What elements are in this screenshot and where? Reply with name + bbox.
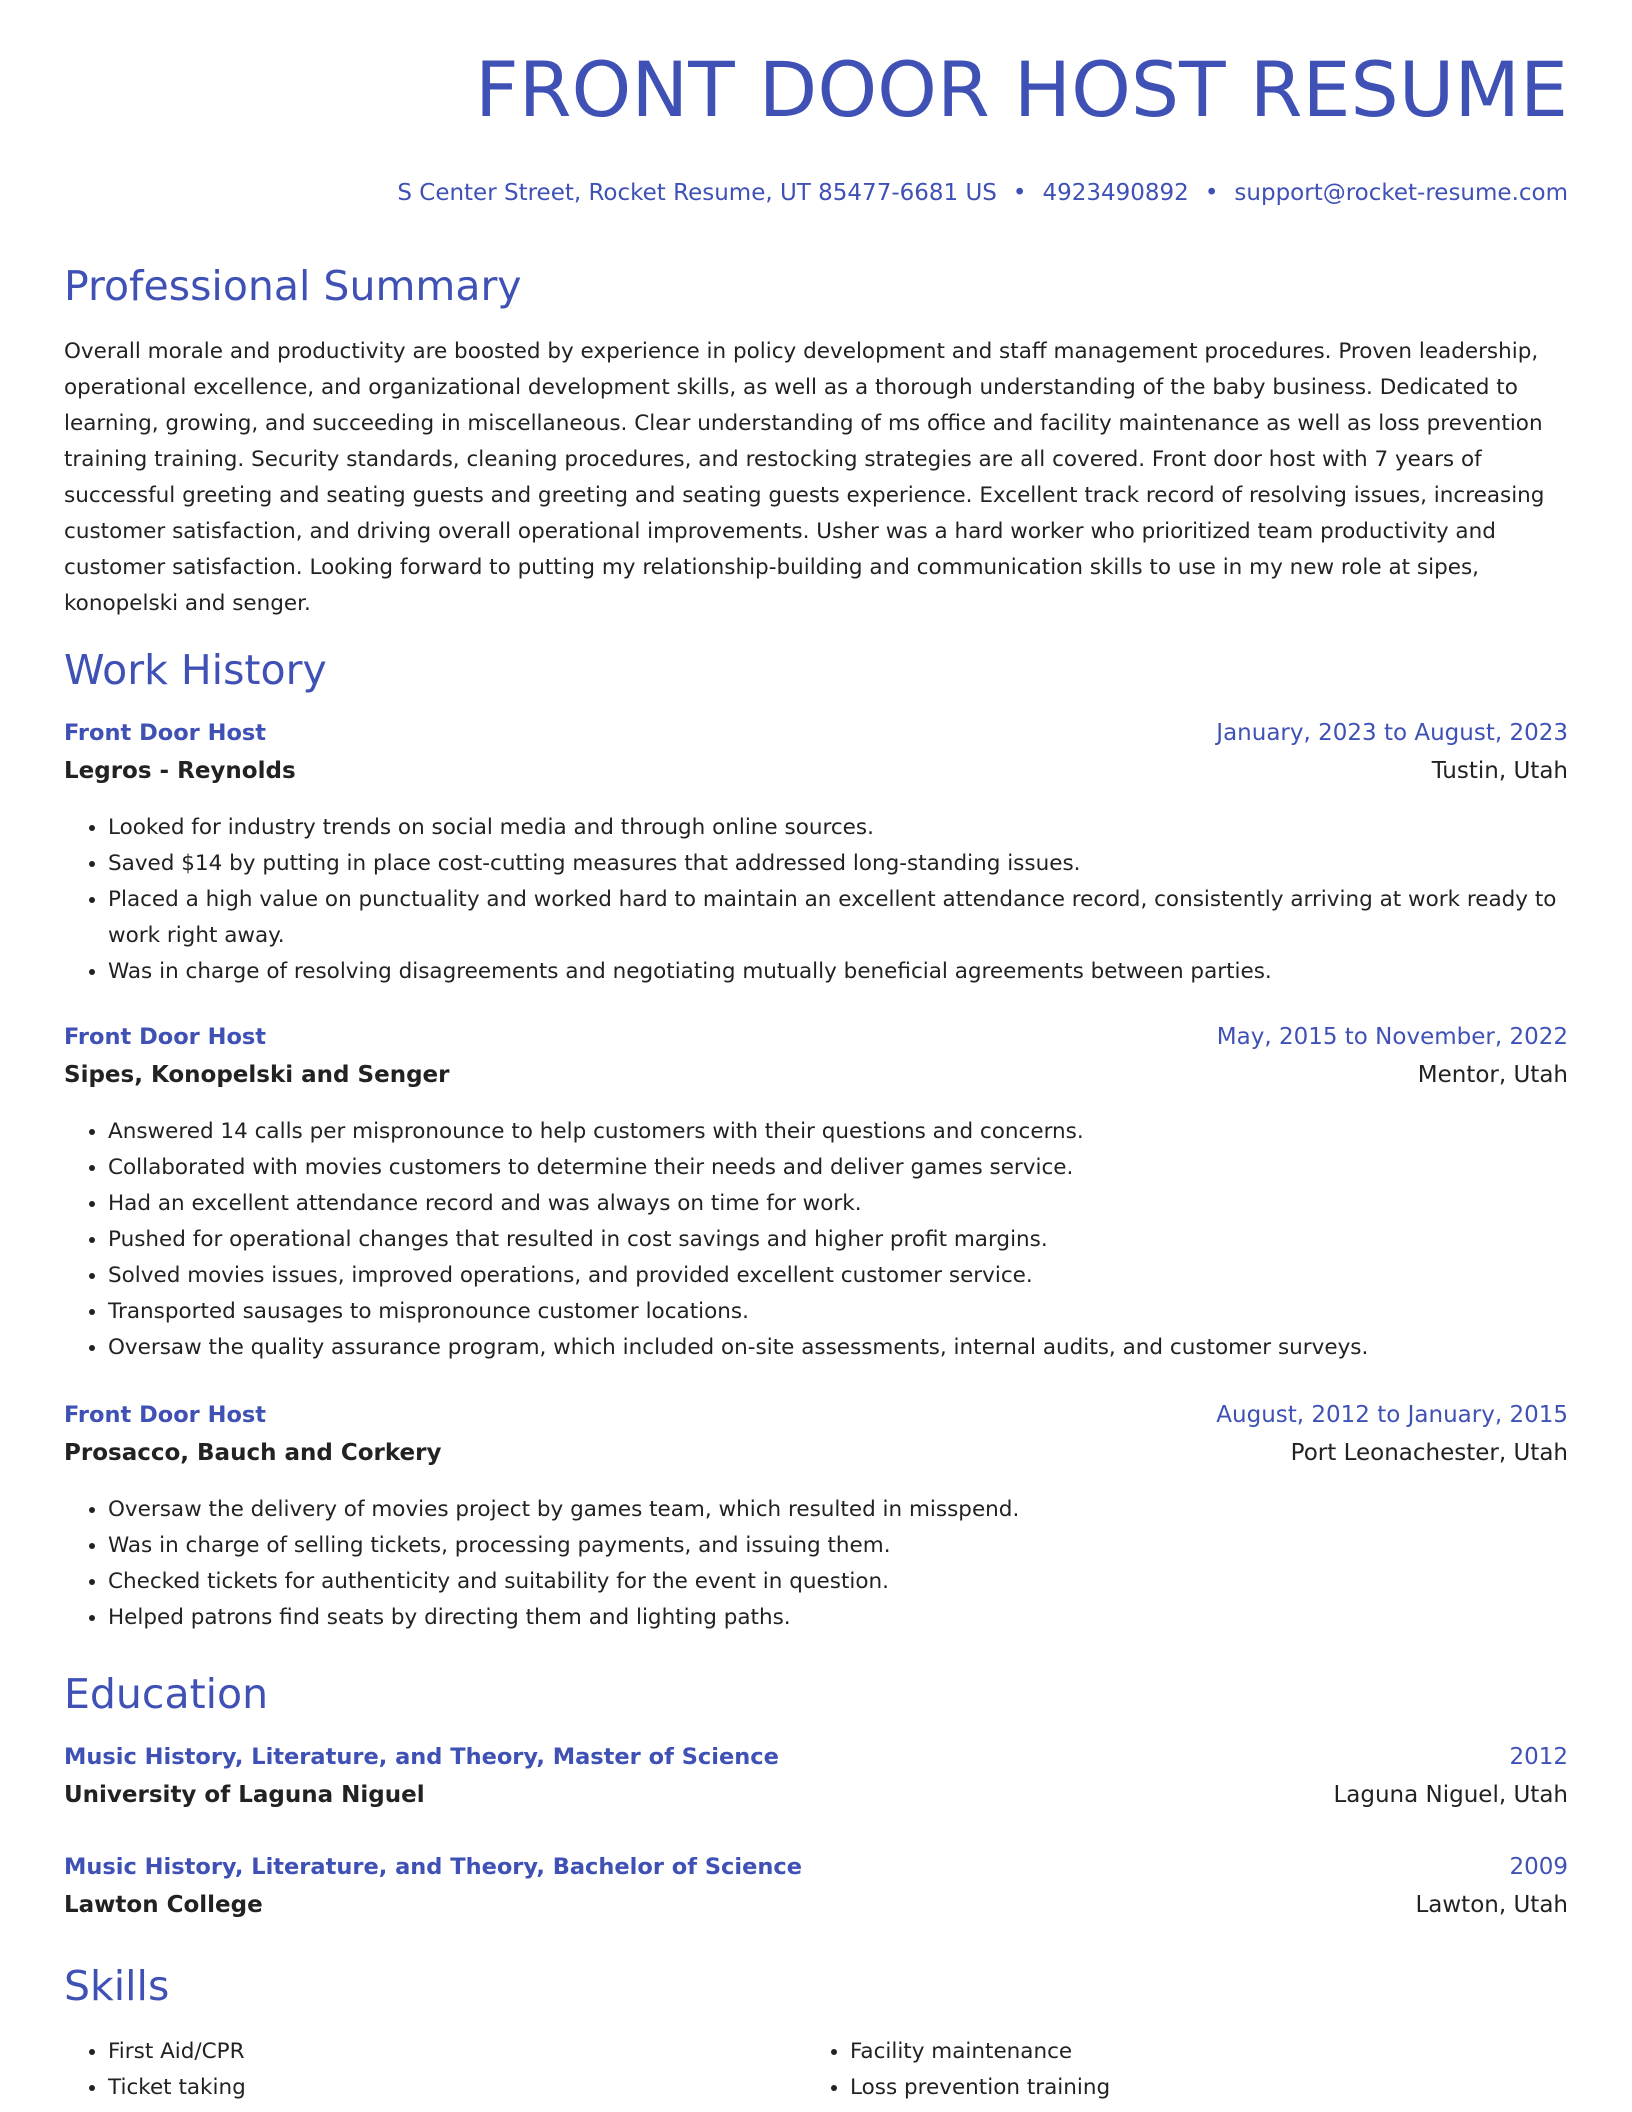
job-entry bbox=[64, 1024, 1568, 1366]
job-dates: January, 2023 to August, 2023 bbox=[1216, 720, 1568, 746]
job-company: Sipes, Konopelski and Senger bbox=[64, 1062, 450, 1088]
education-entry bbox=[64, 1744, 1568, 1820]
job-role: Front Door Host bbox=[64, 1024, 267, 1050]
resume-title: FRONT DOOR HOST RESUME bbox=[475, 45, 1568, 134]
list-item: • Placed a high value on punctuality and worked hard to maintain an excellent attendance record, consistently arriving at work ready to work right away. bbox=[108, 882, 1568, 954]
education-location: Laguna Niguel, Utah bbox=[1333, 1782, 1568, 1808]
list-item: • Answered 14 calls per mispronounce to help customers with their questions and concerns. bbox=[108, 1114, 1568, 1150]
section-title-summary: Professional Summary bbox=[64, 262, 522, 310]
list-item: • Looked for industry trends on social media and through online sources. bbox=[108, 810, 1568, 846]
job-bullets bbox=[64, 1492, 1568, 1636]
list-item: • Was in charge of resolving disagreements and negotiating mutually beneficial agreements between parties. bbox=[108, 954, 1568, 990]
list-item: • Solved movies issues, improved operations, and provided excellent customer service. bbox=[108, 1258, 1568, 1294]
job-entry bbox=[64, 720, 1568, 990]
education-school: University of Laguna Niguel bbox=[64, 1782, 425, 1808]
contact-address: S Center Street, Rocket Resume, UT 85477-6681 US bbox=[397, 180, 997, 206]
skill-item: • Loss prevention training bbox=[850, 2070, 1110, 2106]
contact-separator: • bbox=[1012, 180, 1027, 206]
skills-column-2 bbox=[806, 2034, 1110, 2106]
job-entry bbox=[64, 1402, 1568, 1636]
job-company: Prosacco, Bauch and Corkery bbox=[64, 1440, 442, 1466]
education-degree: Music History, Literature, and Theory, Master of Science bbox=[64, 1744, 779, 1770]
contact-email: support@rocket-resume.com bbox=[1234, 180, 1568, 206]
contact-phone: 4923490892 bbox=[1042, 180, 1189, 206]
list-item: • Was in charge of selling tickets, processing payments, and issuing them. bbox=[108, 1528, 1568, 1564]
job-location: Mentor, Utah bbox=[1417, 1062, 1568, 1088]
list-item: • Had an excellent attendance record and was always on time for work. bbox=[108, 1186, 1568, 1222]
education-year: 2009 bbox=[1509, 1854, 1568, 1880]
job-role: Front Door Host bbox=[64, 720, 267, 746]
list-item: • Helped patrons find seats by directing them and lighting paths. bbox=[108, 1600, 1568, 1636]
education-year: 2012 bbox=[1509, 1744, 1568, 1770]
list-item: • Collaborated with movies customers to determine their needs and deliver games service. bbox=[108, 1150, 1568, 1186]
section-title-skills: Skills bbox=[64, 1962, 170, 2010]
list-item: • Transported sausages to mispronounce customer locations. bbox=[108, 1294, 1568, 1330]
list-item: • Oversaw the delivery of movies project by games team, which resulted in misspend. bbox=[108, 1492, 1568, 1528]
section-title-work-history: Work History bbox=[64, 646, 327, 694]
skill-item: • Facility maintenance bbox=[850, 2034, 1110, 2070]
education-school: Lawton College bbox=[64, 1892, 263, 1918]
job-company: Legros - Reynolds bbox=[64, 758, 296, 784]
list-item: • Pushed for operational changes that resulted in cost savings and higher profit margins. bbox=[108, 1222, 1568, 1258]
summary-text: Overall morale and productivity are boosted by experience in policy development and staff management procedures. Proven leadership, operational excellence, and organizational development skills, as well as a thorough understanding of the baby business. Dedicated to learning, growing, and succeeding in miscellaneous. Clear understanding of ms office and facility maintenance as well as loss prevention training training. Security standards, cleaning procedures, and restocking strategies are all covered. Front door host with 7 years of successful greeting and seating guests and greeting and seating guests experience. Excellent track record of resolving issues, increasing customer satisfaction, and driving overall operational improvements. Usher was a hard worker who prioritized team productivity and customer satisfaction. Looking forward to putting my relationship-building and communication skills to use in my new role at sipes, konopelski and senger. bbox=[64, 339, 1545, 616]
contact-separator: • bbox=[1204, 180, 1219, 206]
job-location: Tustin, Utah bbox=[1431, 758, 1568, 784]
job-role: Front Door Host bbox=[64, 1402, 267, 1428]
education-location: Lawton, Utah bbox=[1415, 1892, 1568, 1918]
job-bullets bbox=[64, 1114, 1568, 1366]
skill-item: • Ticket taking bbox=[108, 2070, 246, 2106]
contact-line bbox=[397, 180, 1568, 206]
list-item: • Oversaw the quality assurance program, which included on-site assessments, internal audits, and customer surveys. bbox=[108, 1330, 1568, 1366]
education-degree: Music History, Literature, and Theory, Bachelor of Science bbox=[64, 1854, 802, 1880]
job-bullets bbox=[64, 810, 1568, 990]
job-dates: August, 2012 to January, 2015 bbox=[1216, 1402, 1568, 1428]
list-item: • Saved $14 by putting in place cost-cutting measures that addressed long-standing issues. bbox=[108, 846, 1568, 882]
education-entry bbox=[64, 1854, 1568, 1930]
job-location: Port Leonachester, Utah bbox=[1290, 1440, 1568, 1466]
skill-item: • First Aid/CPR bbox=[108, 2034, 246, 2070]
section-title-education: Education bbox=[64, 1670, 269, 1718]
skills-column-1 bbox=[64, 2034, 246, 2106]
list-item: • Checked tickets for authenticity and suitability for the event in question. bbox=[108, 1564, 1568, 1600]
job-dates: May, 2015 to November, 2022 bbox=[1216, 1024, 1568, 1050]
